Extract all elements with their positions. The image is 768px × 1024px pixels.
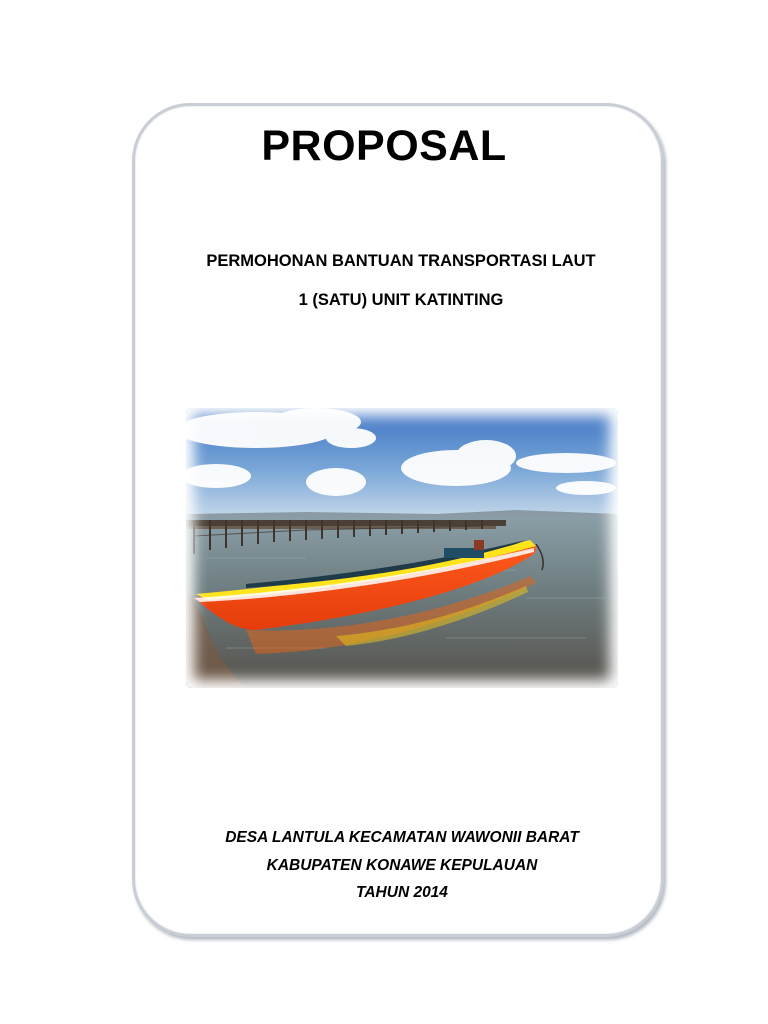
cover-photo [186,408,618,688]
footer-regency: KABUPATEN KONAWE KEPULAUAN [266,857,538,874]
footer-year: TAHUN 2014 [356,884,448,901]
subtitle-line-2: 1 (SATU) UNIT KATINTING [298,291,504,309]
boat-photo-illustration [186,408,618,688]
document-title: PROPOSAL [261,122,507,170]
subtitle-line-1: PERMOHONAN BANTUAN TRANSPORTASI LAUT [206,252,596,270]
footer-village-district: DESA LANTULA KECAMATAN WAWONII BARAT [225,829,579,846]
